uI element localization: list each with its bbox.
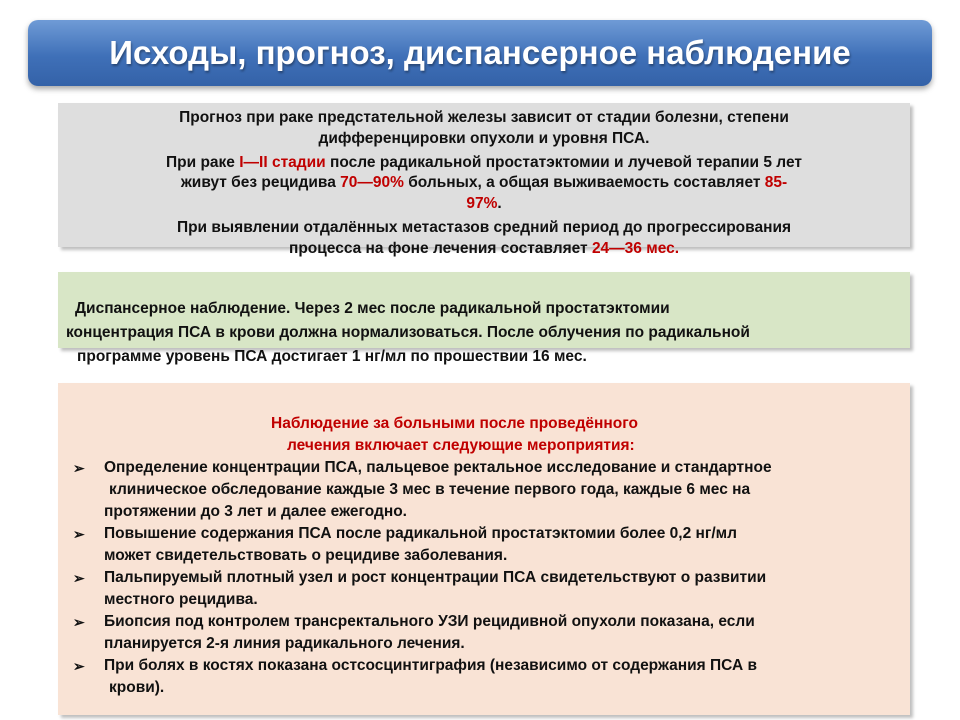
survival-highlight: 85- — [764, 174, 788, 192]
prognosis-line: Прогноз при раке предстательной железы зависит от стадии болезни, степени — [179, 109, 789, 126]
item-line: Биопсия под контролем трансректального УЗИ рецидивной опухоли показана, если — [104, 613, 755, 630]
item-line: Повышение содержания ПСА после радикальной простатэктомии более 0,2 нг/мл — [104, 525, 737, 542]
item-line: местного рецидива. — [104, 591, 258, 608]
item-line: крови). — [109, 679, 165, 696]
text: . — [497, 195, 502, 213]
prognosis-line — [76, 194, 892, 215]
monitoring-heading: лечения включает следующие мероприятия: — [287, 437, 635, 454]
arrow-bullet-icon: ➢ — [73, 658, 85, 674]
monitoring-heading: Наблюдение за больными после проведённого — [271, 415, 638, 432]
prognosis-box — [58, 103, 910, 257]
item-line: клиническое обследование каждые 3 мес в течение первого года, каждые 6 мес на — [109, 481, 751, 498]
text: живут без рецидива — [180, 174, 341, 192]
followup-line: программе уровень ПСА достигает 1 нг/мл по прошествии 16 мес. — [77, 348, 587, 365]
followup-box — [58, 272, 910, 365]
survival-highlight: 97% — [466, 195, 498, 213]
text: процесса на фоне лечения составляет — [288, 239, 592, 257]
item-line: Определение концентрации ПСА, пальцевое ректальное исследование и стандартное — [104, 459, 772, 476]
page-title: Исходы, прогноз, диспансерное наблюдение — [109, 34, 851, 71]
list-item — [66, 567, 902, 611]
prognosis-line — [76, 173, 892, 194]
period-highlight: 24—36 мес. — [591, 239, 680, 257]
arrow-bullet-icon: ➢ — [73, 614, 85, 630]
stage-highlight: I—II стадии — [239, 153, 326, 171]
item-line: может свидетельствовать о рецидиве заболевания. — [104, 547, 508, 564]
arrow-bullet-icon: ➢ — [73, 460, 85, 476]
followup-line: концентрация ПСА в крови должна нормализоваться. После облучения по радикальной — [66, 324, 750, 341]
item-line: При болях в костях показана остсосцинтиграфия (независимо от содержания ПСА в — [104, 657, 757, 674]
prognosis-line — [76, 153, 892, 174]
text: после радикальной простатэктомии и лучевой терапии 5 лет — [325, 153, 802, 171]
arrow-bullet-icon: ➢ — [73, 570, 85, 586]
item-line: протяжении до 3 лет и далее ежегодно. — [104, 503, 407, 520]
prognosis-line — [76, 239, 892, 260]
monitoring-box — [58, 383, 910, 715]
percent-highlight: 70—90% — [340, 174, 404, 192]
text: больных, а общая выживаемость составляет — [403, 174, 765, 192]
text: При раке — [166, 153, 240, 171]
item-line: Пальпируемый плотный узел и рост концентрации ПСА свидетельствуют о развитии — [104, 569, 767, 586]
monitoring-list — [66, 457, 902, 699]
item-line: планируется 2-я линия радикального лечения. — [104, 635, 465, 652]
prognosis-line: дифференцировки опухоли и уровня ПСА. — [318, 129, 650, 147]
title-bar — [28, 20, 932, 86]
list-item — [66, 611, 902, 655]
list-item — [66, 523, 902, 567]
arrow-bullet-icon: ➢ — [73, 526, 85, 542]
prognosis-line: При выявлении отдалённых метастазов средний период до прогрессирования — [176, 218, 792, 236]
list-item — [66, 457, 902, 523]
list-item — [66, 655, 902, 699]
followup-line: Диспансерное наблюдение. Через 2 мес после радикальной простатэктомии — [75, 300, 670, 317]
